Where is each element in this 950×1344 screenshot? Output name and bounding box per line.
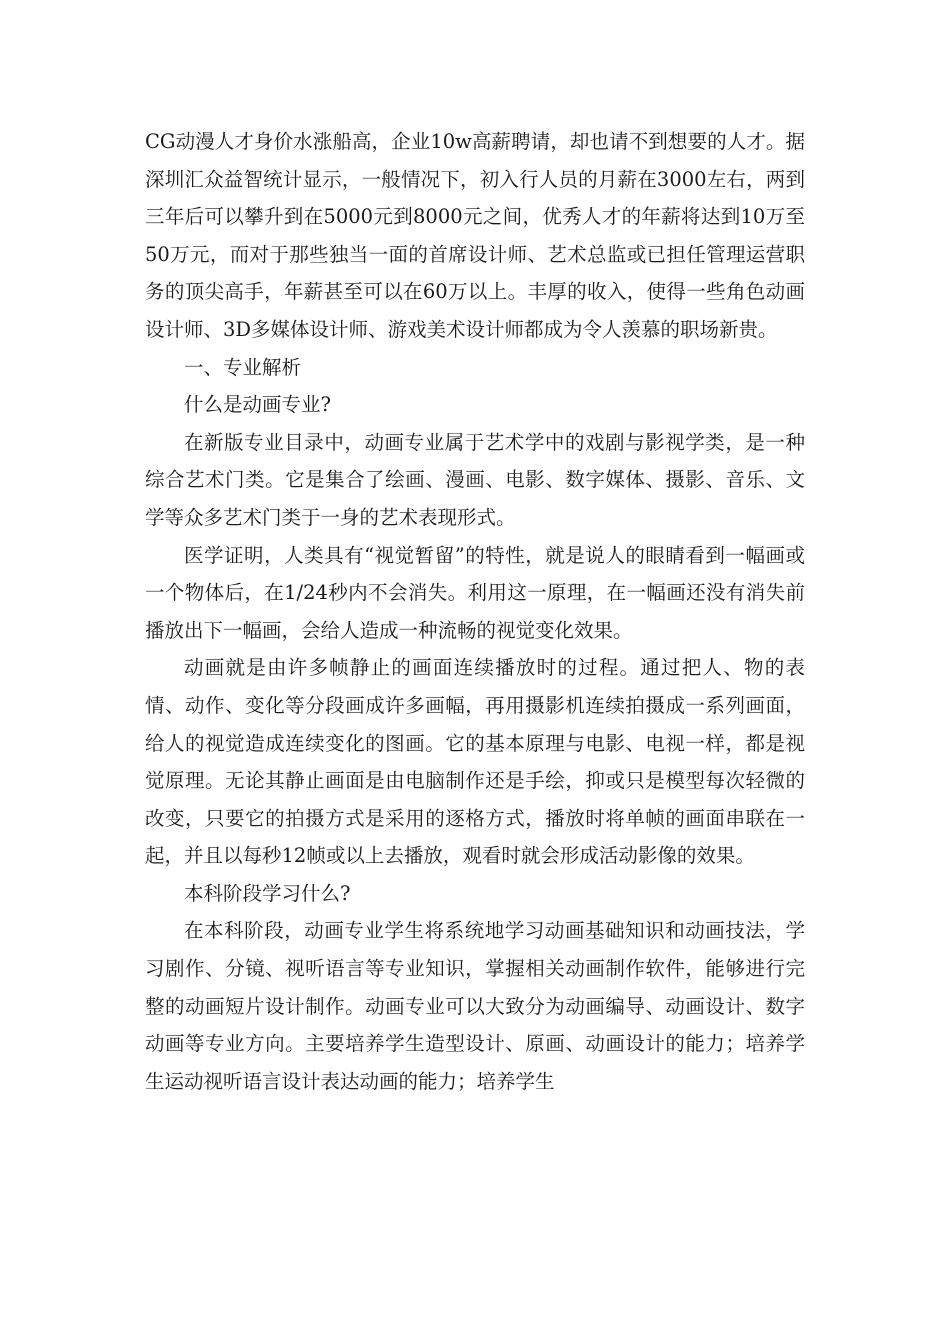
question-heading-undergraduate-study: 本科阶段学习什么? (184, 881, 351, 905)
document-body (145, 123, 805, 1100)
paragraph-undergraduate-curriculum: 在本科阶段，动画专业学生将系统地学习动画基础知识和动画技法，学习剧作、分镜、视听语言等专业知识，掌握相关动画制作软件，能够进行完整的动画短片设计制作。动画专业可以大致分为动画编导、动画设计、数字动画等专业方向。主要培养学生造型设计、原画、动画设计的能力；培养学生运动视听语言设计表达动画的能力；培养学生 (145, 919, 805, 1093)
paragraph-definition: 在新版专业目录中，动画专业属于艺术学中的戏剧与影视学类，是一种综合艺术门类。它是集合了绘画、漫画、电影、数字媒体、摄影、音乐、文学等众多艺术门类于一身的艺术表现形式。 (145, 430, 805, 529)
section-heading-major-analysis: 一、专业解析 (184, 355, 302, 379)
question-heading-what-is-animation: 什么是动画专业? (184, 393, 331, 417)
paragraph-persistence-of-vision: 医学证明，人类具有“视觉暂留”的特性，就是说人的眼睛看到一幅画或一个物体后，在1/24秒内不会消失。利用这一原理，在一幅画还没有消失前播放出下一幅画，会给人造成一种流畅的视觉变化效果。 (145, 543, 805, 642)
paragraph-animation-process: 动画就是由许多帧静止的画面连续播放时的过程。通过把人、物的表情、动作、变化等分段画成许多画幅，再用摄影机连续拍摄成一系列画面，给人的视觉造成连续变化的图画。它的基本原理与电影、电视一样，都是视觉原理。无论其静止画面是由电脑制作还是手绘，抑或只是模型每次轻微的改变，只要它的拍摄方式是采用的逐格方式，播放时将单帧的画面串联在一起，并且以每秒12帧或以上去播放，观看时就会形成活动影像的效果。 (145, 656, 805, 868)
paragraph-intro: CG动漫人才身价水涨船高，企业10w高薪聘请，却也请不到想要的人才。据深圳汇众益智统计显示，一般情况下，初入行人员的月薪在3000左右，两到三年后可以攀升到在5000元到8000元之间，优秀人才的年薪将达到10万至50万元，而对于那些独当一面的首席设计师、艺术总监或已担任管理运营职务的顶尖高手，年薪甚至可以在60万以上。丰厚的收入，使得一些角色动画设计师、3D多媒体设计师、游戏美术设计师都成为令人羡慕的职场新贵。 (145, 130, 805, 341)
